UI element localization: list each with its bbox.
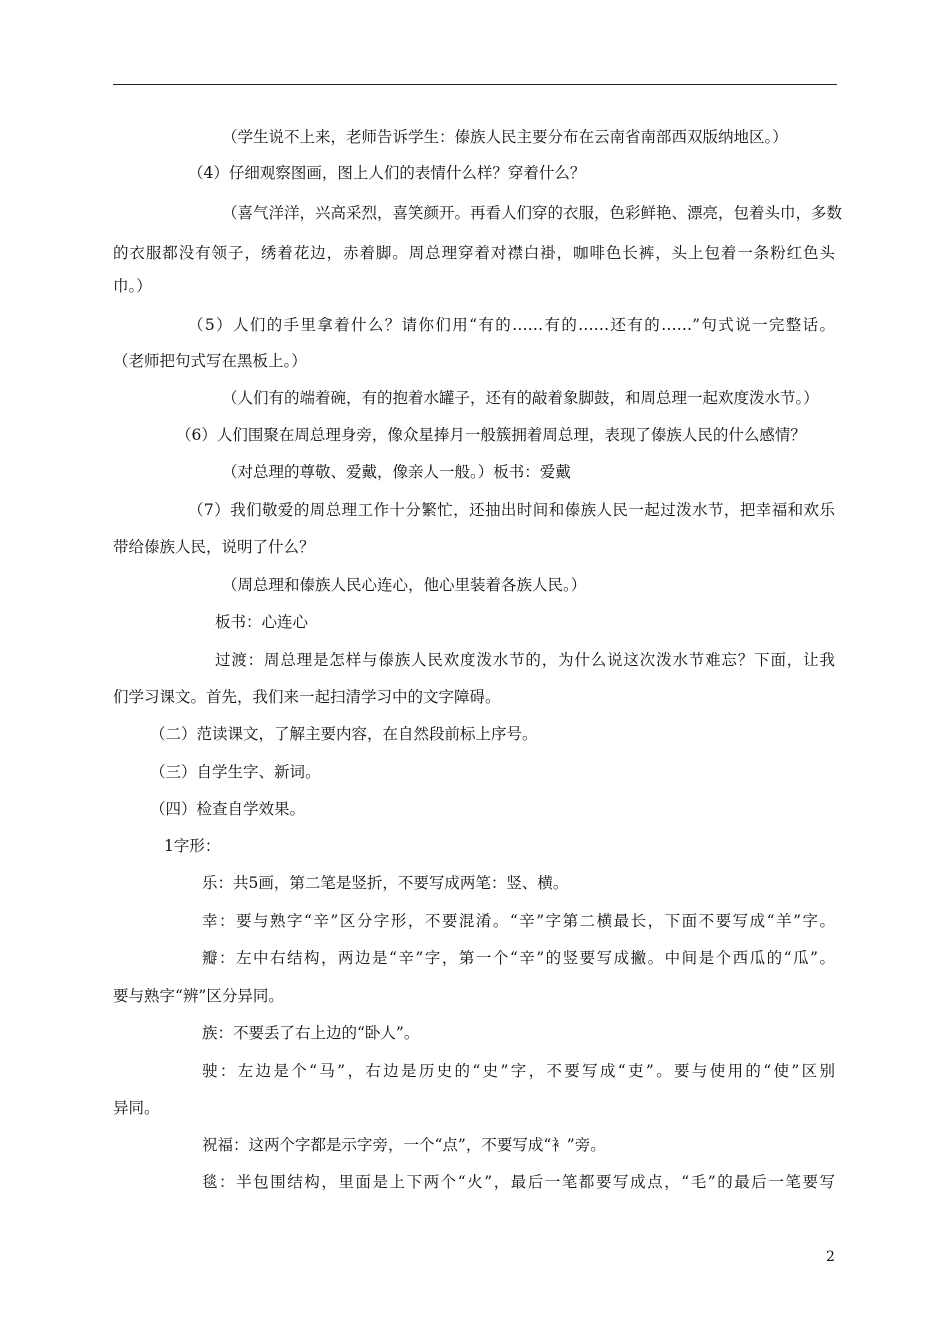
paragraph-line: （6）人们围聚在周总理身旁，像众星捧月一般簇拥着周总理，表现了傣族人民的什么感情？ bbox=[176, 426, 806, 444]
header-rule bbox=[113, 84, 837, 85]
paragraph-line: 族：不要丢了右上边的“卧人”。 bbox=[202, 1024, 420, 1042]
paragraph-line: 瓣：左中右结构，两边是“辛”字，第一个“辛”的竖要写成撇。中间是个西瓜的“瓜”。 bbox=[202, 949, 835, 967]
page-number: 2 bbox=[826, 1249, 835, 1265]
paragraph-line: （周总理和傣族人民心连心，他心里装着各族人民。） bbox=[222, 576, 587, 594]
paragraph-line: 驶：左边是个“马”，右边是历史的“史”字，不要写成“吏”。要与使用的“使”区别 bbox=[202, 1062, 835, 1080]
paragraph-line: （对总理的尊敬、爱戴，像亲人一般。）板书：爱戴 bbox=[222, 463, 571, 481]
paragraph-line: 的衣服都没有领子，绣着花边，赤着脚。周总理穿着对襟白褂，咖啡色长裤，头上包着一条粉红色头 bbox=[113, 244, 835, 262]
paragraph-line: （四）检查自学效果。 bbox=[150, 800, 306, 818]
paragraph-line: 祝福：这两个字都是示字旁，一个“点”，不要写成“衤”旁。 bbox=[202, 1136, 606, 1154]
paragraph-line: 要与熟字“辨”区分异同。 bbox=[113, 987, 284, 1005]
paragraph-line: 乐：共5画，第二笔是竖折，不要写成两笔：竖、横。 bbox=[202, 874, 569, 892]
paragraph-line: （三）自学生字、新词。 bbox=[150, 763, 321, 781]
paragraph-line: 过渡：周总理是怎样与傣族人民欢度泼水节的，为什么说这次泼水节难忘？下面，让我 bbox=[215, 651, 835, 669]
paragraph-line: （喜气洋洋，兴高采烈，喜笑颜开。再看人们穿的衣服，色彩鲜艳、漂亮，包着头巾，多数 bbox=[222, 204, 843, 222]
paragraph-line: 带给傣族人民，说明了什么？ bbox=[113, 538, 315, 556]
paragraph-line: 们学习课文。首先，我们来一起扫清学习中的文字障碍。 bbox=[113, 688, 501, 706]
paragraph-line: 巾。） bbox=[113, 277, 152, 295]
paragraph-line: 板书：心连心 bbox=[215, 613, 309, 631]
paragraph-line: 幸：要与熟字“辛”区分字形，不要混淆。“辛”字第二横最长，下面不要写成“羊”字。 bbox=[202, 912, 835, 930]
paragraph-line: （老师把句式写在黑板上。） bbox=[113, 352, 307, 370]
paragraph-line: （二）范读课文，了解主要内容，在自然段前标上序号。 bbox=[150, 725, 538, 743]
paragraph-line: 毯：半包围结构，里面是上下两个“火”，最后一笔都要写成点，“毛”的最后一笔要写 bbox=[202, 1173, 835, 1191]
paragraph-line: 1字形： bbox=[164, 837, 221, 855]
paragraph-line: （学生说不上来，老师告诉学生：傣族人民主要分布在云南省南部西双版纳地区。） bbox=[222, 128, 788, 146]
paragraph-line: （7）我们敬爱的周总理工作十分繁忙，还抽出时间和傣族人民一起过泼水节，把幸福和欢乐 bbox=[188, 501, 835, 519]
paragraph-line: 异同。 bbox=[113, 1099, 160, 1117]
paragraph-line: （4）仔细观察图画，图上人们的表情什么样？穿着什么？ bbox=[188, 164, 586, 182]
paragraph-line: （5）人们的手里拿着什么？请你们用“有的……有的……还有的……”句式说一完整话。 bbox=[188, 316, 835, 334]
paragraph-line: （人们有的端着碗，有的抱着水罐子，还有的敲着象脚鼓，和周总理一起欢度泼水节。） bbox=[222, 389, 819, 407]
